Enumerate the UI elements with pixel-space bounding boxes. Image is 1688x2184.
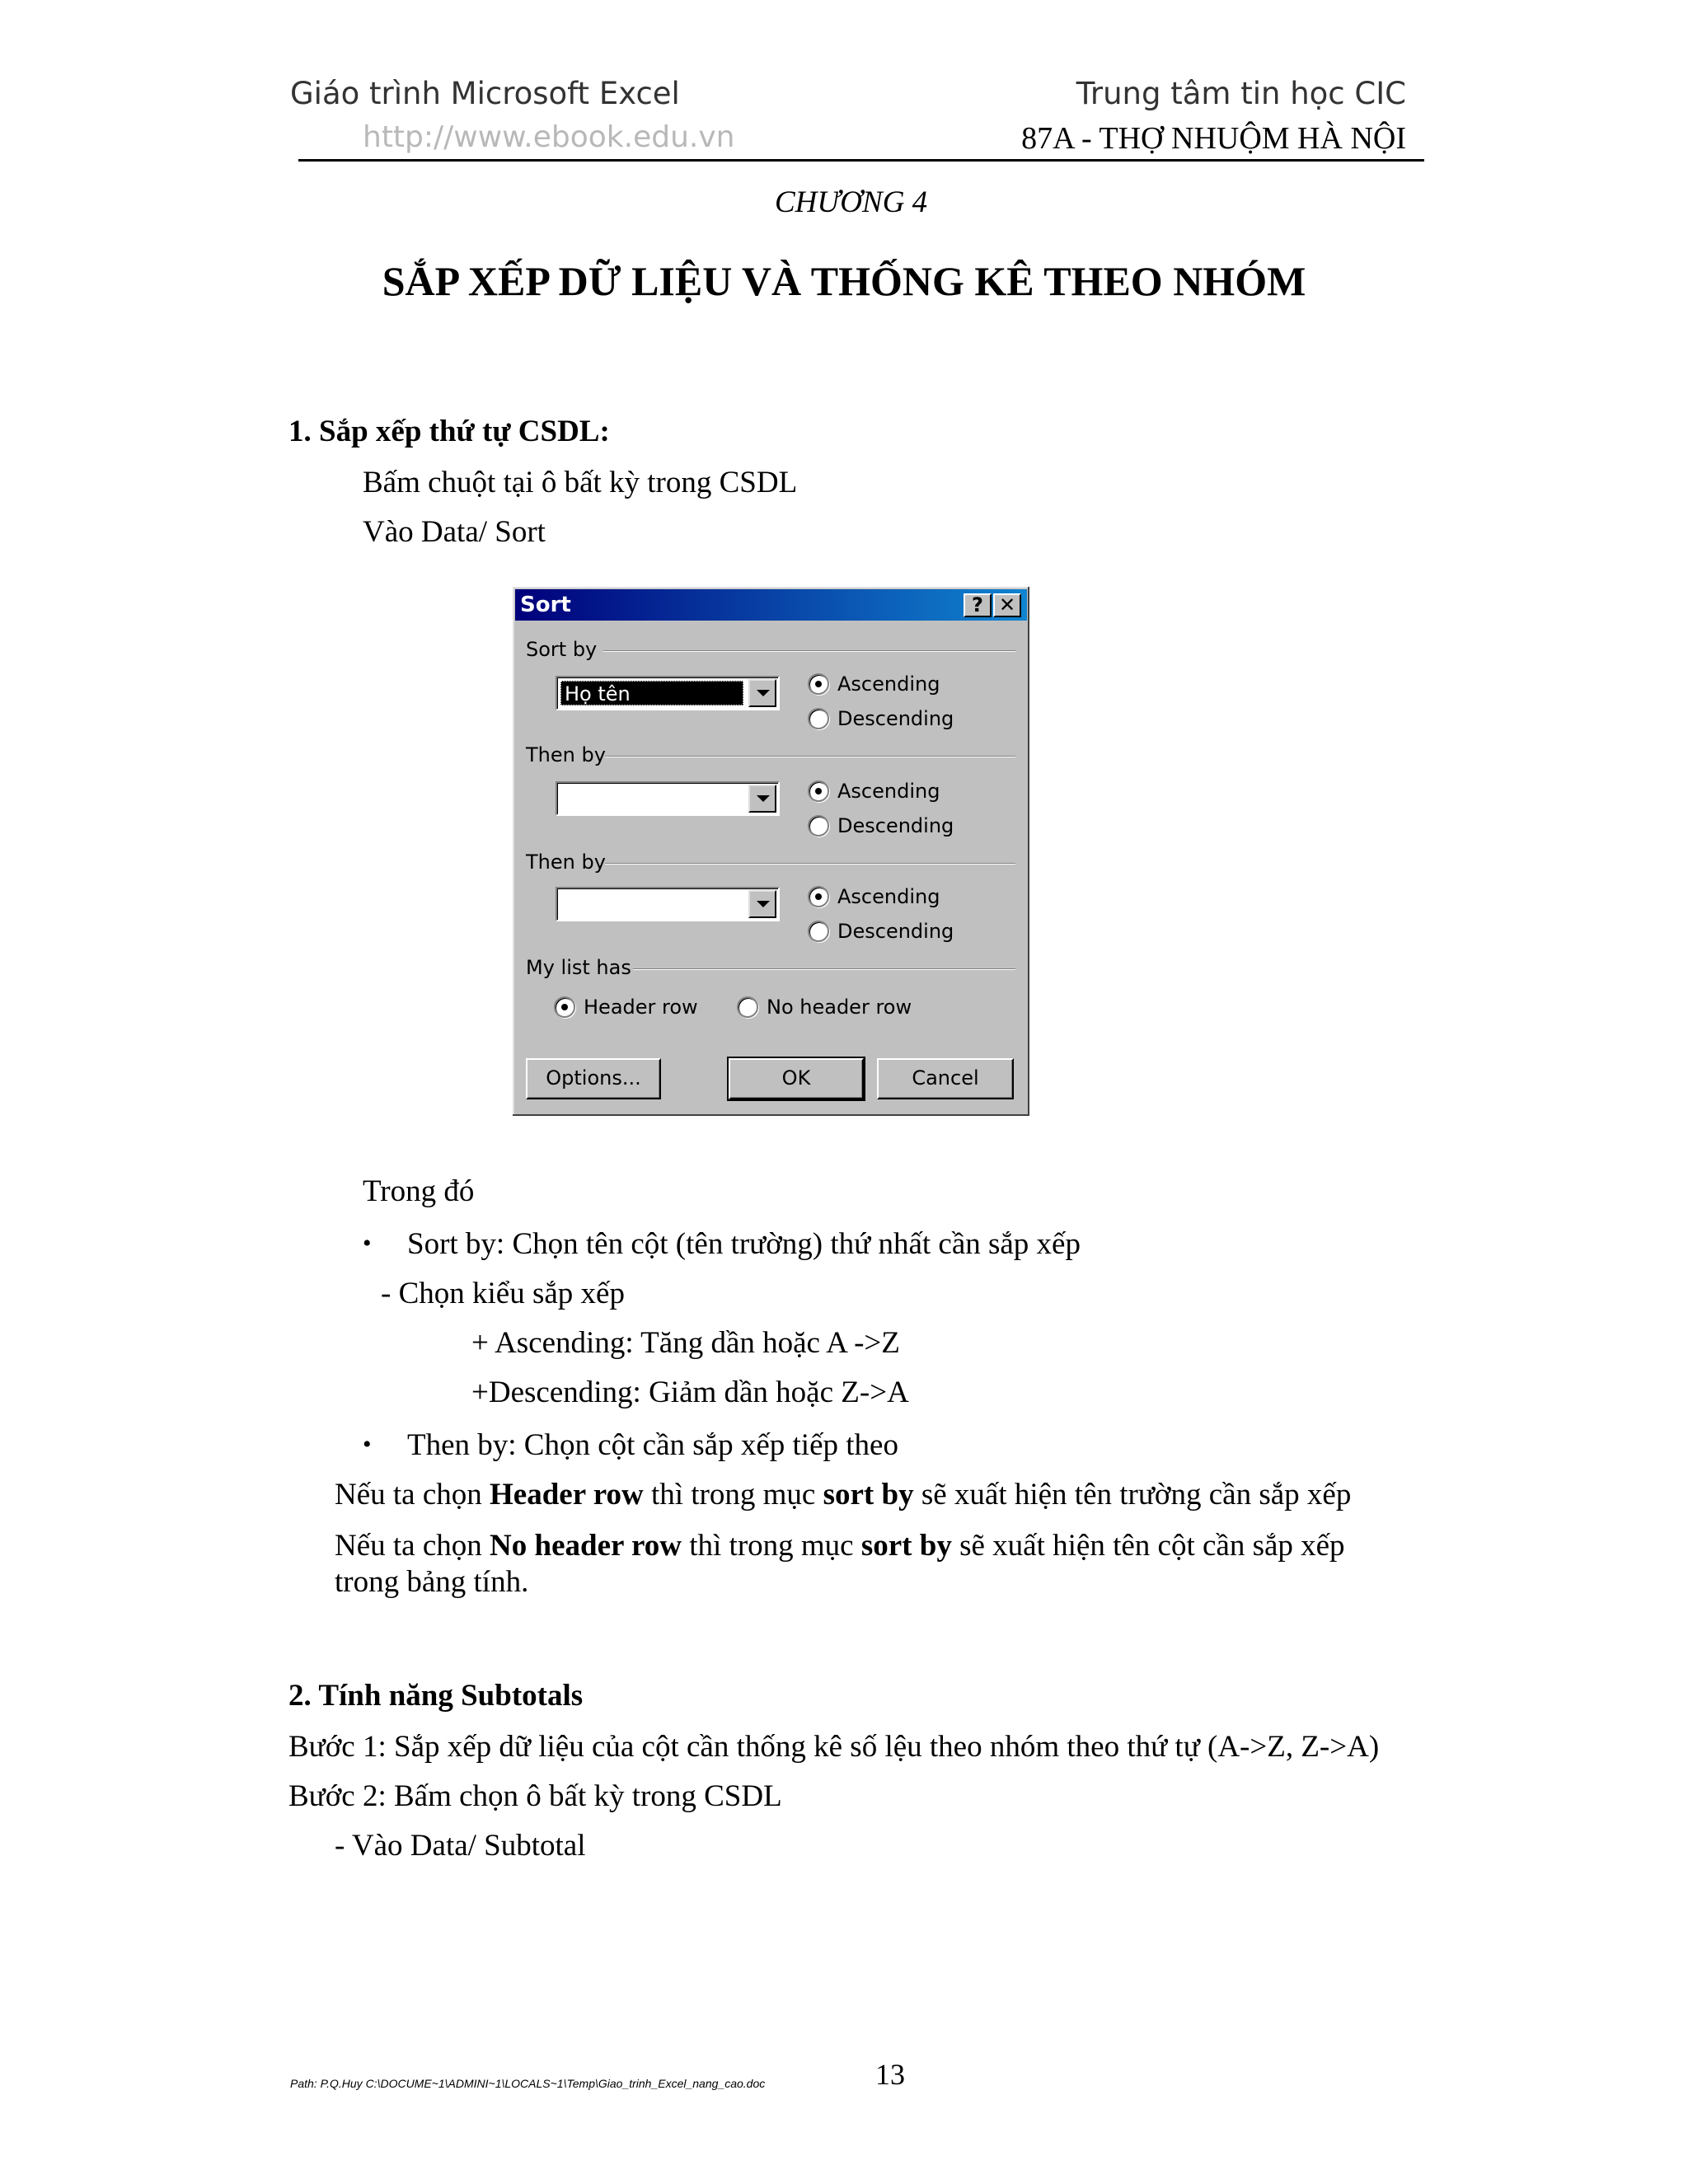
text-run: Nếu ta chọn <box>335 1529 490 1563</box>
text-run: Nếu ta chọn <box>335 1478 490 1511</box>
sort-by-descending-radio[interactable] <box>808 707 954 730</box>
sort-by-combo[interactable] <box>556 676 780 710</box>
radio-selected-icon <box>808 780 829 802</box>
header-row-paragraph <box>335 1477 1351 1513</box>
sort-by-divider <box>603 650 1015 652</box>
chevron-down-icon[interactable] <box>748 785 776 813</box>
no-header-row-paragraph <box>335 1528 1345 1564</box>
text-run: thì trong mục <box>681 1529 861 1563</box>
radio-label: No header row <box>767 996 912 1019</box>
sort-by-ascending-radio[interactable] <box>808 673 940 696</box>
section1-line2: Vào Data/ Sort <box>363 515 546 549</box>
cancel-button[interactable]: Cancel <box>877 1058 1014 1099</box>
chapter-title: SẮP XẾP DỮ LIỆU VÀ THỐNG KÊ THEO NHÓM <box>382 258 1306 304</box>
section1-heading: 1. Sắp xếp thứ tự CSDL: <box>288 415 610 448</box>
descending-desc: +Descending: Giảm dần hoặc Z->A <box>471 1376 909 1409</box>
section2-step1: Bước 1: Sắp xếp dữ liệu của cột cần thống kê số lệu theo nhóm theo thứ tự (A->Z, Z->A) <box>288 1730 1380 1764</box>
ok-button[interactable]: OK <box>729 1058 864 1099</box>
page-number: 13 <box>875 2058 905 2091</box>
text-run: thì trong mục <box>643 1478 823 1511</box>
bullet-icon: • <box>363 1431 372 1458</box>
then-by-divider-1 <box>605 756 1015 757</box>
dialog-titlebar[interactable] <box>515 589 1027 621</box>
footer-file-path: Path: P.Q.Huy C:\DOCUME~1\ADMINI~1\LOCALS~1\Temp\Giao_trinh_Excel_nang_cao.doc <box>290 2077 766 2090</box>
section2-step2-sub: - Vào Data/ Subtotal <box>335 1829 586 1863</box>
radio-label: Ascending <box>837 885 940 908</box>
header-url: http://www.ebook.edu.vn <box>363 120 735 154</box>
text-run-bold: No header row <box>490 1529 682 1563</box>
help-button[interactable]: ? <box>964 593 992 617</box>
header-address: 87A - THỢ NHUỘM HÀ NỘI <box>1021 121 1406 156</box>
sort-dialog <box>513 587 1029 1116</box>
section1-line1: Bấm chuột tại ô bất kỳ trong CSDL <box>363 466 798 499</box>
then-by-divider-2 <box>605 863 1015 865</box>
radio-selected-icon <box>554 996 575 1018</box>
radio-empty-icon <box>808 921 829 942</box>
then-by-1-descending-radio[interactable] <box>808 814 954 837</box>
no-header-row-paragraph-cont: trong bảng tính. <box>335 1565 529 1599</box>
header-rule <box>298 159 1424 162</box>
ascending-desc: + Ascending: Tăng dần hoặc A ->Z <box>471 1326 900 1360</box>
text-run-bold: sort by <box>823 1478 914 1511</box>
section2-heading: 2. Tính năng Subtotals <box>288 1679 584 1713</box>
radio-label: Descending <box>837 814 954 837</box>
then-by-combo-2[interactable] <box>556 887 780 921</box>
radio-empty-icon <box>737 996 758 1018</box>
radio-selected-icon <box>808 886 829 907</box>
chapter-label: CHƯƠNG 4 <box>775 185 928 219</box>
bullet2-text: Then by: Chọn cột cần sắp xếp tiếp theo <box>407 1428 898 1462</box>
dialog-title: Sort <box>520 593 571 617</box>
radio-label: Header row <box>584 996 698 1019</box>
close-button[interactable]: ✕ <box>993 593 1021 617</box>
radio-label: Descending <box>837 920 954 943</box>
header-row-radio[interactable] <box>554 996 698 1019</box>
header-center-name: Trung tâm tin học CIC <box>1076 76 1406 111</box>
sort-by-value: Họ tên <box>560 681 743 705</box>
then-by-combo-1[interactable] <box>556 781 780 816</box>
sub1-text: - Chọn kiểu sắp xếp <box>381 1277 625 1310</box>
explanation-intro: Trong đó <box>363 1174 475 1208</box>
sort-by-label: Sort by <box>526 638 598 661</box>
radio-label: Descending <box>837 707 954 730</box>
my-list-has-divider <box>633 968 1015 970</box>
radio-empty-icon <box>808 815 829 837</box>
no-header-row-radio[interactable] <box>737 996 912 1019</box>
radio-selected-icon <box>808 673 829 695</box>
text-run-bold: Header row <box>490 1478 644 1511</box>
text-run: sẽ xuất hiện tên trường cần sắp xếp <box>913 1478 1352 1511</box>
text-run-bold: sort by <box>860 1529 952 1563</box>
section2-step2: Bước 2: Bấm chọn ô bất kỳ trong CSDL <box>288 1779 782 1813</box>
then-by-2-ascending-radio[interactable] <box>808 885 940 908</box>
then-by-1-ascending-radio[interactable] <box>808 780 940 803</box>
radio-label: Ascending <box>837 673 940 696</box>
my-list-has-label: My list has <box>526 956 631 979</box>
header-doc-title: Giáo trình Microsoft Excel <box>290 76 680 111</box>
bullet1-text: Sort by: Chọn tên cột (tên trường) thứ nhất cần sắp xếp <box>407 1227 1081 1261</box>
then-by-label-1: Then by <box>526 743 606 766</box>
radio-empty-icon <box>808 708 829 729</box>
bullet-icon: • <box>363 1230 372 1257</box>
then-by-2-descending-radio[interactable] <box>808 920 954 943</box>
chevron-down-icon[interactable] <box>748 890 776 918</box>
text-run: sẽ xuất hiện tên cột cần sắp xếp <box>951 1529 1345 1563</box>
chevron-down-icon[interactable] <box>748 679 776 707</box>
radio-label: Ascending <box>837 780 940 803</box>
then-by-label-2: Then by <box>526 851 606 874</box>
options-button[interactable]: Options... <box>526 1058 661 1099</box>
